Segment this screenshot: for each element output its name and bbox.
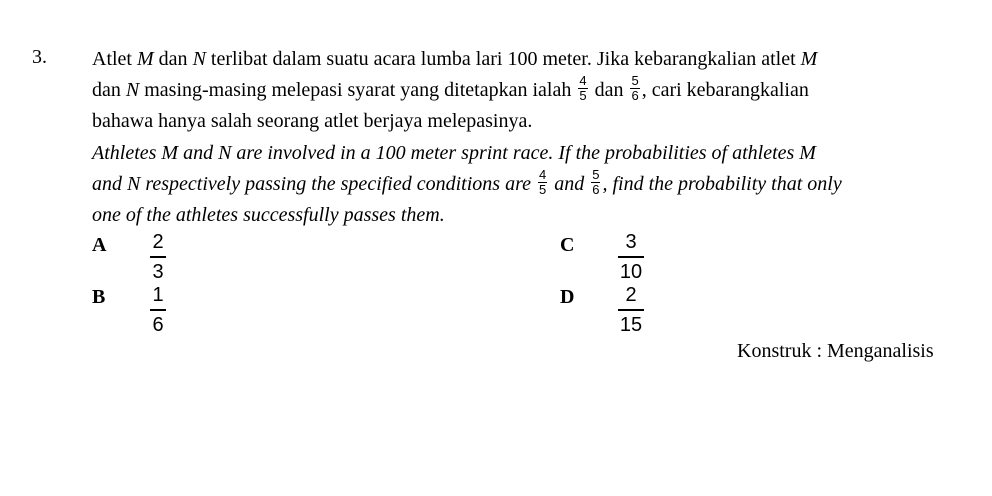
fraction-4-5: $\frac{4}{5}$ <box>579 72 587 103</box>
option-b-fraction[interactable]: 1 6 <box>150 283 166 337</box>
question-number: 3. <box>32 46 47 68</box>
fraction-5-6: $\frac{5}{6}$ <box>631 72 639 103</box>
question-malay <box>92 44 972 137</box>
option-a-letter[interactable]: A <box>92 234 107 256</box>
option-b-letter[interactable]: B <box>92 286 106 308</box>
option-c-fraction[interactable]: 3 10 <box>619 231 643 283</box>
construct-label: Konstruk : Menganalisis <box>737 340 934 362</box>
english-line-1: Athletes M and N are involved in a 100 meter sprint race. If the probabilities of athletes M <box>92 142 816 164</box>
fraction-5-6-en: $\frac{5}{6}$ <box>592 166 600 197</box>
option-a-fraction[interactable]: 2 3 <box>150 230 166 284</box>
option-d-letter[interactable]: D <box>560 286 575 308</box>
option-c-letter[interactable]: C <box>560 234 575 256</box>
malay-line-1: Atlet M dan N terlibat dalam suatu acara lumba lari 100 meter. Jika kebarangkalian atlet M <box>92 48 818 70</box>
question-english <box>92 138 972 231</box>
option-d-fraction[interactable]: 2 15 <box>619 284 643 336</box>
malay-line-3: bahawa hanya salah seorang atlet berjaya melepasinya. <box>92 110 533 132</box>
english-line-3: one of the athletes successfully passes them. <box>92 204 445 226</box>
english-line-2: and N respectively passing the specified conditions are $\frac{4}{5}$ and $\frac{5}{6}$ , find the probability that only <box>92 166 842 197</box>
fraction-4-5-en: $\frac{4}{5}$ <box>538 166 547 197</box>
malay-line-2: dan N masing-masing melepasi syarat yang ditetapkan ialah $\frac{4}{5}$ dan $\frac{5}{6}$ , cari kebarangkalian <box>92 72 809 103</box>
